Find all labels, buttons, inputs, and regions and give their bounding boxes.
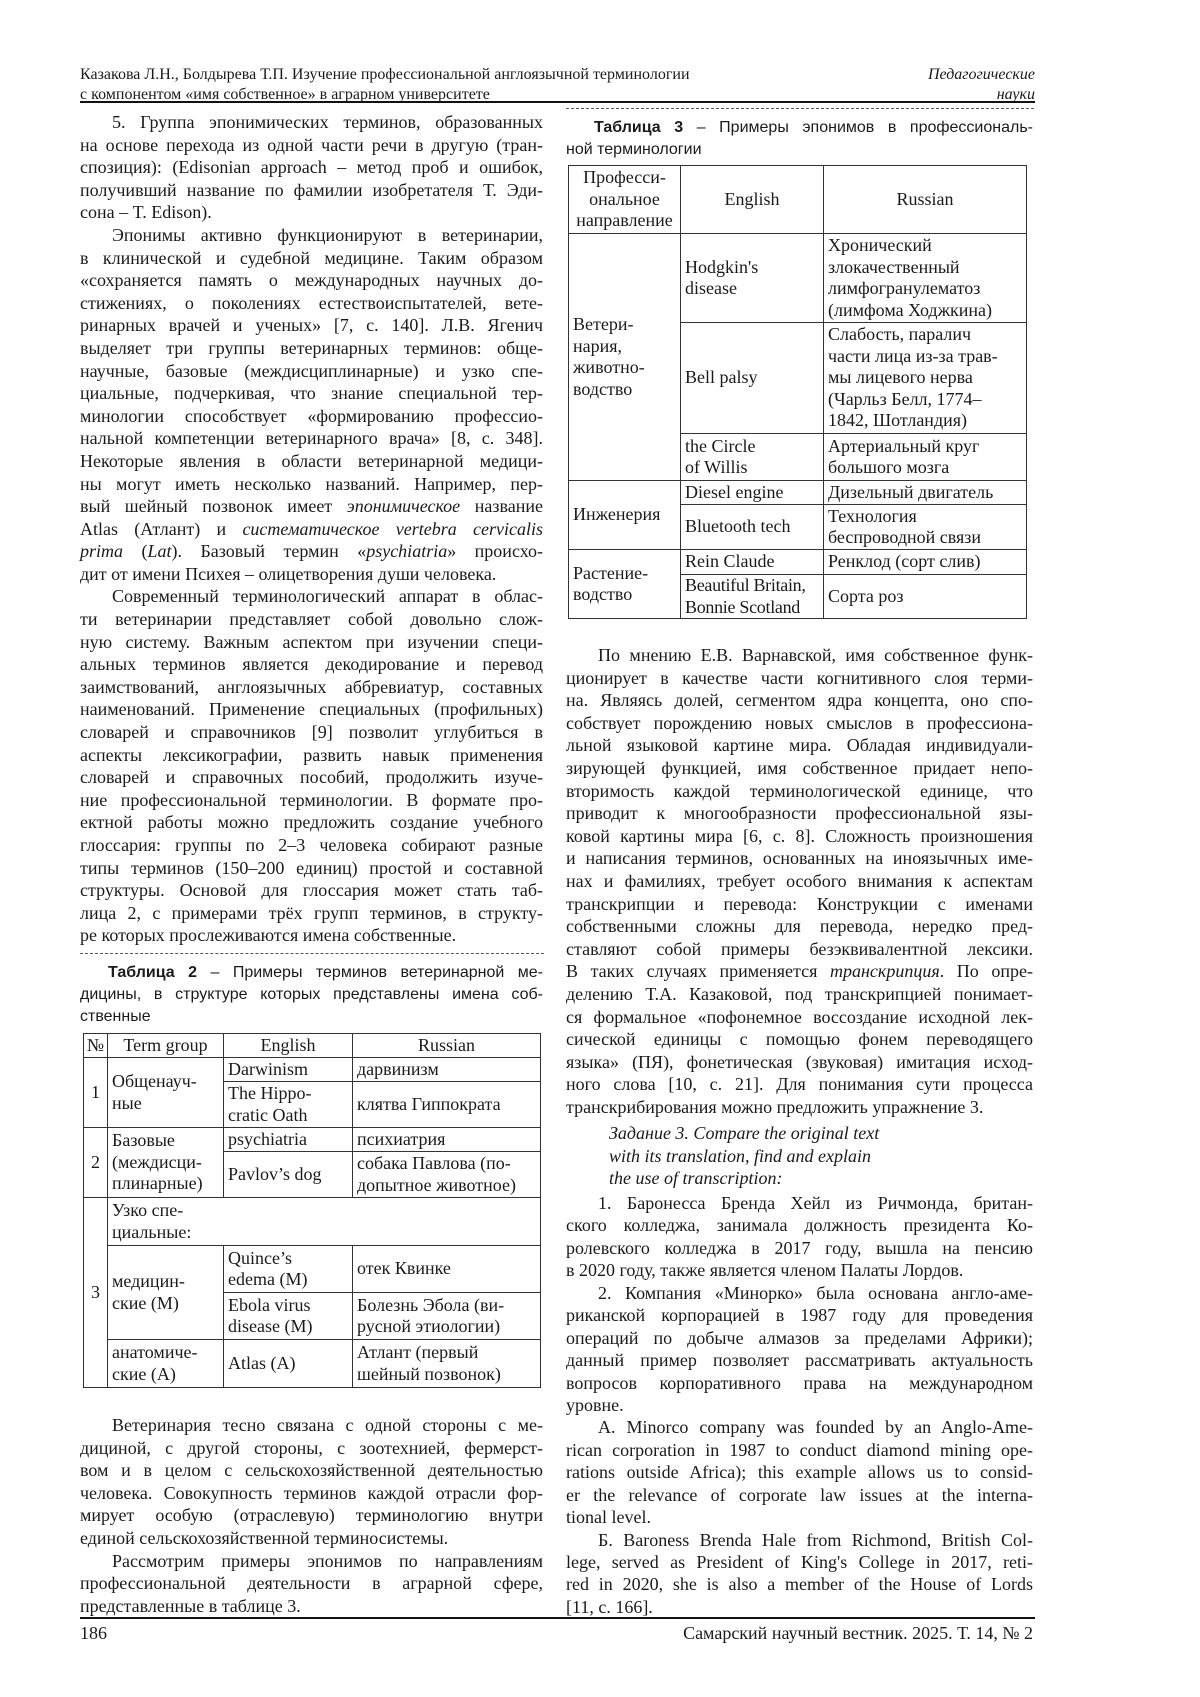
text-line: льной языковой картине мира. Обладая индивидуали- <box>566 734 1033 757</box>
text-line <box>80 540 543 563</box>
right-column-text <box>566 644 1033 1118</box>
text-line: вторимость каждой терминологической единице, что <box>566 780 1033 803</box>
english-term: Atlas (А) <box>224 1340 353 1388</box>
table-3 <box>568 165 1027 619</box>
text-line: собствует порождению новых смыслов в профессиона- <box>566 712 1033 735</box>
column-header: № <box>84 1034 108 1058</box>
text-line: with its translation, find and explain <box>609 1145 1009 1168</box>
professional-field: Инженерия <box>569 481 681 550</box>
russian-term: собака Павлова (по- допытное животное) <box>353 1152 541 1198</box>
table-2 <box>83 1033 541 1388</box>
exercise-examples <box>566 1192 1033 1618</box>
table-row <box>569 481 1027 505</box>
italic-text: Lat <box>147 541 171 561</box>
russian-term: отек Квинке <box>353 1246 541 1293</box>
text-line: 1. Баронесса Бренда Хейл из Ричмонда, британ- <box>566 1192 1033 1214</box>
russian-term: Артериальный круг большого мозга <box>824 434 1027 481</box>
text-line: ролевского колледжа в 2017 году, вышла на пенсию <box>566 1237 1033 1259</box>
russian-term: Ренклод (сорт слив) <box>824 550 1027 575</box>
text-line: ние профессиональной терминологии. В формате про- <box>80 789 543 812</box>
term-group: Базовые (междисци- плинарные) <box>108 1128 224 1198</box>
text-run: название <box>460 496 543 516</box>
text-line: ся формальное «пофонемное воссоздание исходной лек- <box>566 1006 1033 1029</box>
professional-field: Ветери- нария, животно- водство <box>569 234 681 481</box>
text-line: Б. Baroness Brenda Hale from Richmond, British Col- <box>566 1529 1033 1551</box>
column-header: Term group <box>108 1034 224 1058</box>
table-2-caption <box>80 962 543 1028</box>
text-line: на основе перехода из одной части речи в другую (тран- <box>80 134 543 157</box>
text-line: rations outside Africa); this example allows us to consid- <box>566 1461 1033 1483</box>
text-line: вопросов корпоративного права на международном <box>566 1372 1033 1394</box>
text-line: представленные в таблице 3. <box>80 1595 543 1618</box>
table-row <box>84 1128 541 1152</box>
text-line: словарей и справочников [9] позволит углубиться в <box>80 721 543 744</box>
english-term: Ebola virus disease (М) <box>224 1293 353 1340</box>
english-term: Pavlov’s dog <box>224 1152 353 1198</box>
text-line: и написания терминов, основанных на иноязычных име- <box>566 847 1033 870</box>
text-line: 5. Группа эпонимических терминов, образованных <box>80 111 543 134</box>
text-line: ставляют собой примеры безэквивалентной лексики. <box>566 938 1033 961</box>
running-header-title <box>80 65 840 105</box>
text-run: вый шейный позвонок имеет <box>80 496 347 516</box>
text-run: . По опре- <box>940 961 1033 981</box>
professional-field: Растение- водство <box>569 550 681 619</box>
left-column-text <box>80 111 543 947</box>
text-line: Эпонимы активно функционируют в ветеринарии, <box>80 224 543 247</box>
text-line: ственные <box>80 1006 543 1028</box>
text-line: мирует особую (отраслевую) терминологию внутри <box>80 1504 543 1527</box>
italic-text: psychiatria <box>366 541 447 561</box>
text-run: – Примеры терминов ветеринарной ме- <box>197 964 543 981</box>
text-line: данный пример позволяет рассматривать актуальность <box>566 1349 1033 1371</box>
text-line: зирующей функцией, имя собственное придает непо- <box>566 757 1033 780</box>
text-line: заимствований, англоязычных аббревиатур, составных <box>80 676 543 699</box>
text-line: A. Minorco company was founded by an Anglo-Ame- <box>566 1416 1033 1438</box>
text-line: в клинической и судебной медицине. Таким образом <box>80 247 543 270</box>
text-line: ре которых прослеживаются имена собственные. <box>80 924 543 947</box>
english-term: Bell palsy <box>681 323 824 434</box>
text-line: собственными сложны для перевода, нередко пред- <box>566 915 1033 938</box>
text-line: делению Т.А. Казаковой, под транскрипцией понимает- <box>566 983 1033 1006</box>
text-line: Ветеринария тесно связана с одной стороны с ме- <box>80 1414 543 1437</box>
text-line: минологии способствует «формированию профессио- <box>80 405 543 428</box>
text-line: риканской корпорацией в 1987 году для проведения <box>566 1304 1033 1326</box>
table-separator <box>566 108 1034 109</box>
text-line <box>80 962 543 984</box>
table-3-caption <box>566 117 1033 161</box>
italic-text: систематическое vertebra cervicalis <box>242 519 543 539</box>
journal-citation: Самарский научный вестник. 2025. Т. 14, № 2 <box>683 1622 1033 1644</box>
table-row <box>569 550 1027 575</box>
text-line: сической единицы с помощью фонем переводящего <box>566 1028 1033 1051</box>
page-number: 186 <box>80 1622 107 1644</box>
header-rule <box>80 101 1035 103</box>
column-header: Russian <box>824 166 1027 234</box>
column-header: Russian <box>353 1034 541 1058</box>
term-group: Общенауч- ные <box>108 1058 224 1128</box>
text-line: ектной работы можно предложить создание учебного <box>80 811 543 834</box>
text-line: Некоторые явления в области ветеринарной медици- <box>80 450 543 473</box>
text-line: дициной, с другой стороны, с зоотехнией, фермерст- <box>80 1437 543 1460</box>
text-line: в 2020 году, также является членом Палаты Лордов. <box>566 1259 1033 1281</box>
term-subgroup: анатомиче- ские (А) <box>108 1340 224 1388</box>
bold-label: Таблица 2 <box>108 964 197 981</box>
text-line: вом и в целом с сельскохозяйственной деятельностью <box>80 1459 543 1482</box>
column-header: English <box>681 166 824 234</box>
group-number: 1 <box>84 1058 108 1128</box>
text-line: циальные, подчеркивая, что знание специальной тер- <box>80 382 543 405</box>
text-run: В таких случаях применяется <box>566 961 830 981</box>
text-line: ти ветеринарии представляет собой довольно слож- <box>80 608 543 631</box>
italic-text: эпонимическое <box>347 496 460 516</box>
english-term: psychiatria <box>224 1128 353 1152</box>
text-line: дицины, в структуре которых представлены имена соб- <box>80 984 543 1006</box>
italic-text: prima <box>80 541 123 561</box>
text-line <box>566 960 1033 983</box>
text-line: Современный терминологический аппарат в облас- <box>80 585 543 608</box>
text-line: [11, с. 166]. <box>566 1596 1033 1618</box>
text-line: словарей и справочных пособий, продолжить изуче- <box>80 766 543 789</box>
text-line: выделяет три группы ветеринарных терминов: обще- <box>80 337 543 360</box>
english-term: Beautiful Britain, Bonnie Scotland <box>681 575 824 619</box>
text-line: ринарных врачей и ученых» [7, с. 140]. Л.В. Ягенич <box>80 314 543 337</box>
text-line: ского колледжа, занимала должность президента Ко- <box>566 1214 1033 1236</box>
column-header: English <box>224 1034 353 1058</box>
text-line: ной терминологии <box>566 139 1033 161</box>
table-row <box>569 234 1027 323</box>
footer-rule <box>80 1617 1035 1619</box>
header-title-line-2: с компонентом «имя собственное» в аграрном университете <box>80 85 840 105</box>
text-line <box>80 518 543 541</box>
text-line: наименований. Применение специальных (профильных) <box>80 698 543 721</box>
text-line <box>566 117 1033 139</box>
text-line: red in 2020, she is also a member of the House of Lords <box>566 1573 1033 1595</box>
text-line: языка» (ПЯ), фонетическая (звуковая) имитация исход- <box>566 1051 1033 1074</box>
text-line: альных терминов является декодирование и перевод <box>80 653 543 676</box>
text-run: ( <box>123 541 147 561</box>
text-line: аспекты лексикографии, развить навык применения <box>80 744 543 767</box>
text-line: транскрибирования можно предложить упражнение 3. <box>566 1096 1033 1119</box>
russian-term: Хронический злокачественный лимфогранулематоз (лимфома Ходжкина) <box>824 234 1027 323</box>
table-header-row <box>84 1034 541 1058</box>
text-line <box>80 495 543 518</box>
text-line: ционирует в качестве части когнитивного слоя терми- <box>566 667 1033 690</box>
text-line: типы терминов (150–200 единиц) простой и составной <box>80 857 543 880</box>
group-number: 3 <box>84 1198 108 1388</box>
russian-term: Технология беспроводной связи <box>824 505 1027 550</box>
text-line: на. Являясь долей, сегментом ядра концепта, оно спо- <box>566 689 1033 712</box>
text-line: операций по добыче алмазов за пределами Африки); <box>566 1327 1033 1349</box>
text-line: tional level. <box>566 1506 1033 1528</box>
russian-term: психиатрия <box>353 1128 541 1152</box>
text-line: глоссария: группы по 2–3 человека собирают разные <box>80 834 543 857</box>
russian-term: дарвинизм <box>353 1058 541 1082</box>
russian-term: клятва Гиппократа <box>353 1082 541 1128</box>
russian-term: Болезнь Эбола (ви- русной этиологии) <box>353 1293 541 1340</box>
text-run: ). Базовый термин « <box>172 541 367 561</box>
header-section-line-1: Педагогические <box>928 65 1035 85</box>
term-group: Узко спе- циальные: <box>108 1198 541 1246</box>
table-row <box>84 1198 541 1246</box>
english-term: the Circle of Willis <box>681 434 824 481</box>
text-run: » происхо- <box>447 541 543 561</box>
text-line: единой сельскохозяйственной терминосистемы. <box>80 1527 543 1550</box>
russian-term: Дизельный двигатель <box>824 481 1027 505</box>
header-title-line-1: Казакова Л.Н., Болдырева Т.П. Изучение профессиональной англоязычной терминологии <box>80 65 840 85</box>
russian-term: Сорта роз <box>824 575 1027 619</box>
exercise-prompt <box>609 1122 1009 1190</box>
text-line: сона – T. Edison). <box>80 201 543 224</box>
english-term: Quince’s edema (М) <box>224 1246 353 1293</box>
text-line: дит от имени Психея – олицетворения души человека. <box>80 563 543 586</box>
bold-label: Таблица 3 <box>594 119 683 136</box>
group-number: 2 <box>84 1128 108 1198</box>
left-column-text-bottom <box>80 1414 543 1617</box>
term-subgroup: медицин- ские (М) <box>108 1246 224 1340</box>
text-line: ковой картины мира [6, с. 8]. Сложность произношения <box>566 825 1033 848</box>
header-section-line-2: науки <box>928 85 1035 105</box>
text-line: er the relevance of corporate law issues at the interna- <box>566 1484 1033 1506</box>
text-line: человека. Совокупность терминов каждой отрасли фор- <box>80 1482 543 1505</box>
table-header-row <box>569 166 1027 234</box>
english-term: Hodgkin's disease <box>681 234 824 323</box>
english-term: Darwinism <box>224 1058 353 1082</box>
italic-text: транскрипция <box>830 961 940 981</box>
text-line: профессиональной деятельности в аграрной сфере, <box>80 1572 543 1595</box>
text-line: По мнению Е.В. Варнавской, имя собственное функ- <box>566 644 1033 667</box>
text-line: нальной компетенции ветеринарного врача» [8, с. 348]. <box>80 427 543 450</box>
english-term: Bluetooth tech <box>681 505 824 550</box>
text-line: структуры. Основой для глоссария может стать таб- <box>80 879 543 902</box>
table-row <box>84 1058 541 1082</box>
table-row <box>84 1340 541 1388</box>
text-line: уровне. <box>566 1394 1033 1416</box>
english-term: The Hippo- cratic Oath <box>224 1082 353 1128</box>
text-line: нах и фамилиях, требует особого внимания к аспектам <box>566 870 1033 893</box>
text-line: Задание 3. Compare the original text <box>609 1122 1009 1145</box>
english-term: Diesel engine <box>681 481 824 505</box>
text-line: лица 2, с примерами трёх групп терминов, в структу- <box>80 902 543 925</box>
text-line: «сохраняется память о международных научных до- <box>80 269 543 292</box>
text-line: ного слова [10, с. 21]. Для понимания сути процесса <box>566 1073 1033 1096</box>
text-line: 2. Компания «Минорко» была основана англо-аме- <box>566 1282 1033 1304</box>
text-line: ную систему. Важным аспектом при изучении специ- <box>80 631 543 654</box>
russian-term: Атлант (первый шейный позвонок) <box>353 1340 541 1388</box>
running-header-section <box>928 65 1035 105</box>
text-line: Рассмотрим примеры эпонимов по направлениям <box>80 1550 543 1573</box>
text-line: получивший название по фамилии изобретателя Т. Эди- <box>80 179 543 202</box>
text-line: the use of transcription: <box>609 1167 1009 1190</box>
text-line: научные, базовые (междисциплинарные) и узко спе- <box>80 360 543 383</box>
column-header: Професси- ональное направление <box>569 166 681 234</box>
text-line: ны могут иметь несколько названий. Например, пер- <box>80 473 543 496</box>
text-line: транскрипции и перевода: Конструкции с именами <box>566 893 1033 916</box>
text-line: спозиция): (Edisonian approach – метод проб и ошибок, <box>80 156 543 179</box>
table-row <box>84 1246 541 1293</box>
english-term: Rein Claude <box>681 550 824 575</box>
text-run: Atlas (Атлант) и <box>80 519 242 539</box>
text-run: – Примеры эпонимов в профессиональ- <box>683 119 1033 136</box>
text-line: приводит к многообразности профессиональной язы- <box>566 802 1033 825</box>
russian-term: Слабость, паралич части лица из-за трав- мы лицевого нерва (Чарльз Белл, 1774– 1842, Шотландия) <box>824 323 1027 434</box>
text-line: стижениях, о поколениях естествоиспытателей, вете- <box>80 292 543 315</box>
table-separator <box>80 953 544 954</box>
text-line: rican corporation in 1987 to conduct diamond mining ope- <box>566 1439 1033 1461</box>
text-line: lege, served as President of King's College in 2017, reti- <box>566 1551 1033 1573</box>
